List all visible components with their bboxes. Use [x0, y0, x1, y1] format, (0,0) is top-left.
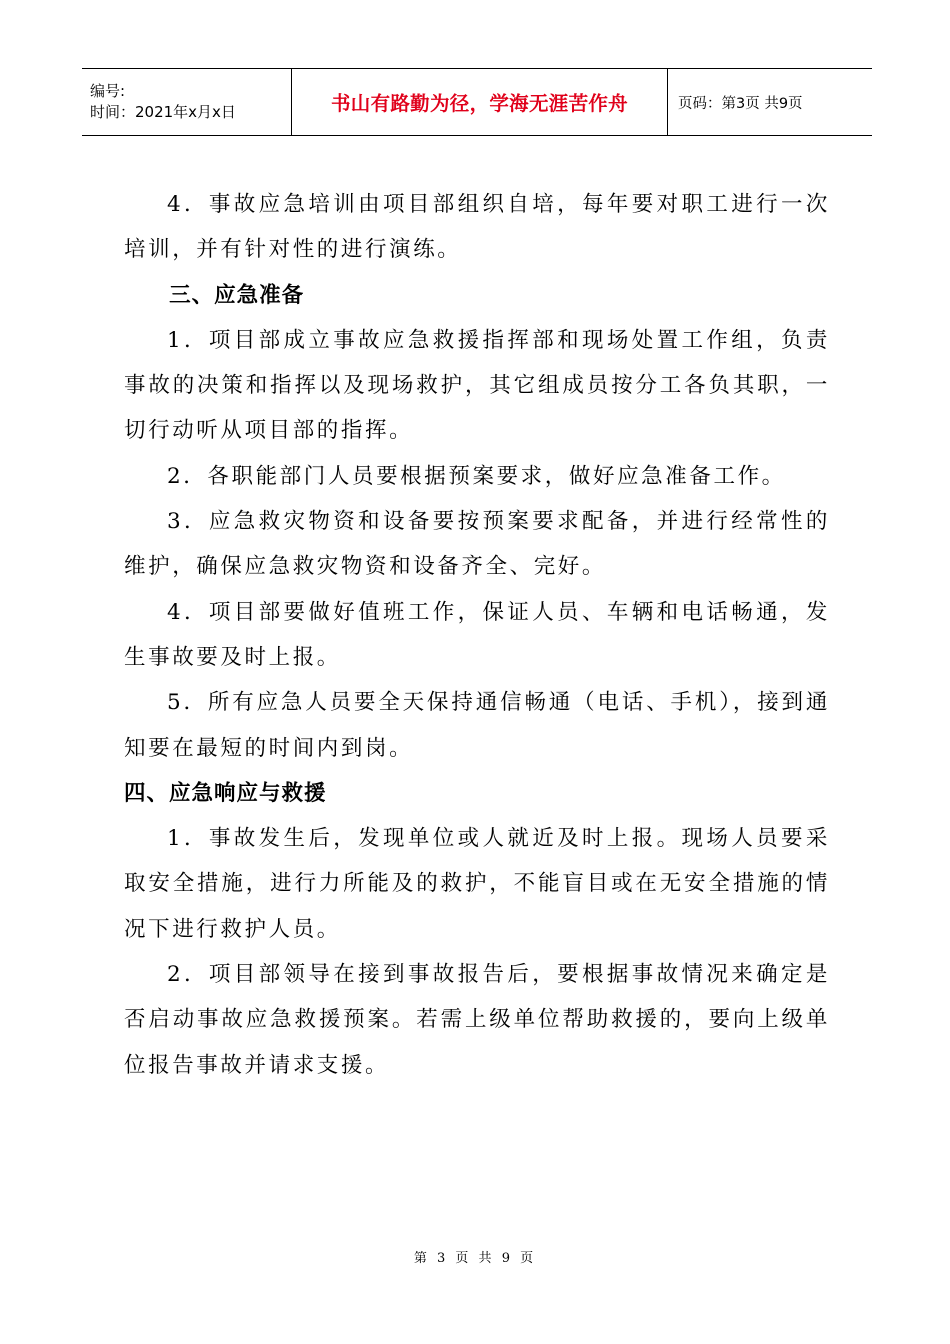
page-footer: 第 3 页 共 9 页 — [413, 1251, 537, 1266]
header-page-label: 页码：第3页 共9页 — [678, 95, 803, 112]
document-body — [124, 182, 830, 1088]
paragraph-prep-3: 3．应急救灾物资和设备要按预案要求配备，并进行经常性的维护，确保应急救灾物资和设备齐全、完好。 — [124, 509, 830, 580]
document-header — [82, 68, 872, 136]
paragraph-training: 4．事故应急培训由项目部组织自培，每年要对职工进行一次培训，并有针对性的进行演练。 — [124, 192, 830, 263]
paragraph-response-1: 1．事故发生后，发现单位或人就近及时上报。现场人员要采取安全措施，进行力所能及的救护，不能盲目或在无安全措施的情况下进行救护人员。 — [124, 826, 830, 942]
document-number-label: 编号: — [90, 82, 126, 100]
paragraph-response-2: 2．项目部领导在接到事故报告后，要根据事故情况来确定是否启动事故应急救援预案。若需上级单位帮助救援的，要向上级单位报告事故并请求支援。 — [124, 962, 830, 1078]
section-heading-preparation: 三、应急准备 — [169, 282, 305, 308]
document-time-label: 时间：2021年x月x日 — [90, 103, 236, 121]
section-heading-response: 四、应急响应与救援 — [124, 780, 327, 806]
header-meta-cell — [82, 69, 292, 136]
header-motto: 书山有路勤为径，学海无涯苦作舟 — [292, 69, 668, 136]
paragraph-prep-4: 4．项目部要做好值班工作，保证人员、车辆和电话畅通，发生事故要及时上报。 — [124, 599, 830, 670]
paragraph-prep-2: 2．各职能部门人员要根据预案要求，做好应急准备工作。 — [167, 463, 786, 489]
paragraph-prep-1: 1．项目部成立事故应急救援指挥部和现场处置工作组，负责事故的决策和指挥以及现场救护，其它组成员按分工各负其职，一切行动听从项目部的指挥。 — [124, 327, 830, 444]
paragraph-prep-5: 5．所有应急人员要全天保持通信畅通（电话、手机），接到通知要在最短的时间内到岗。 — [124, 690, 830, 761]
